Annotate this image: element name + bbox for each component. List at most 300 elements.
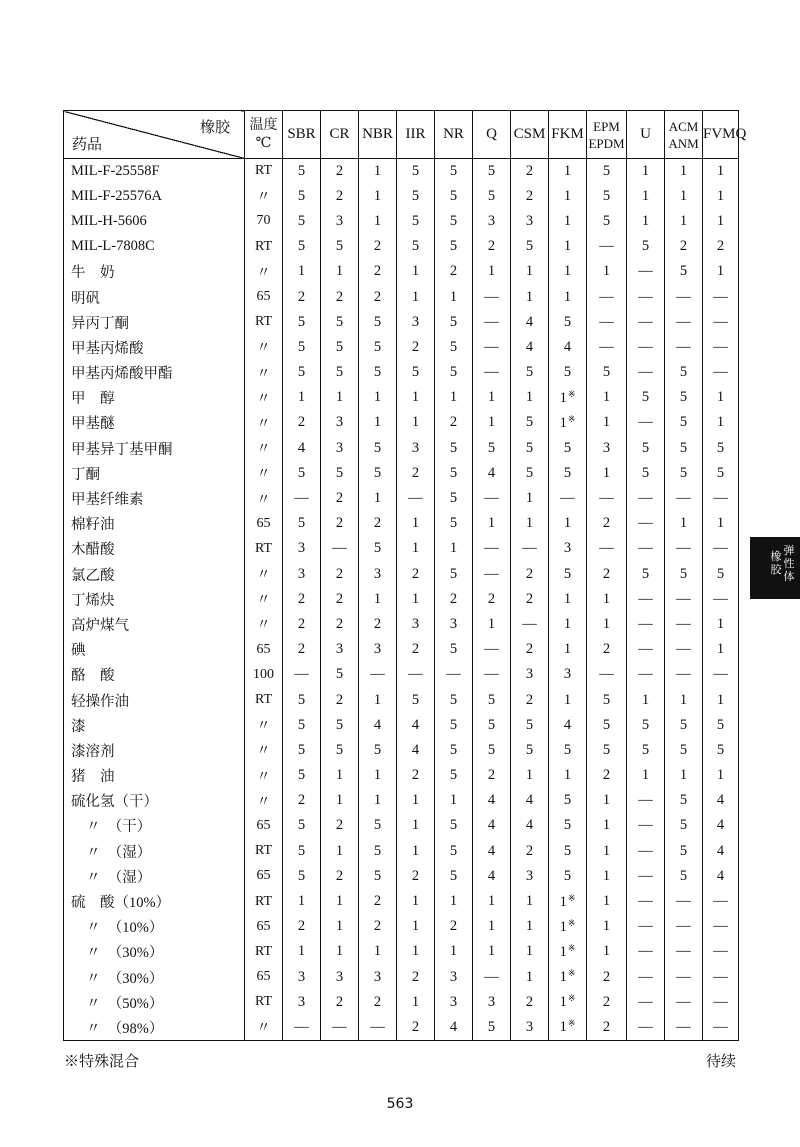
rating-cell: — — [627, 788, 665, 813]
chemical-name: 氯乙酸 — [64, 562, 245, 587]
rating-cell: — — [627, 259, 665, 284]
special-compound-mark: ※ — [567, 993, 576, 1004]
rating-cell: 1 — [473, 385, 511, 410]
rating-cell: 1 — [283, 939, 321, 964]
rating-cell: 2 — [587, 511, 627, 536]
table-row — [64, 914, 739, 939]
temperature-cell: 〃 — [245, 713, 283, 738]
rubber-header-1 — [321, 111, 359, 159]
rating-cell: — — [665, 612, 703, 637]
temperature-cell: 65 — [245, 813, 283, 838]
rating-cell: 2 — [359, 914, 397, 939]
rating-cell: 2 — [283, 410, 321, 435]
rating-cell: 2 — [587, 1015, 627, 1040]
rating-cell: 1 — [359, 763, 397, 788]
rating-cell: 5 — [473, 159, 511, 184]
chemical-name: 轻操作油 — [64, 687, 245, 712]
special-compound-mark: ※ — [567, 413, 576, 424]
rating-cell: 5 — [359, 813, 397, 838]
rubber-code: CR — [329, 126, 350, 142]
rating-cell: 2 — [397, 461, 435, 486]
rubber-code: NR — [443, 126, 464, 142]
rating-cell: 5 — [549, 562, 587, 587]
rating-cell: 1※ — [549, 965, 587, 990]
rating-cell: 1 — [321, 385, 359, 410]
table-row — [64, 839, 739, 864]
rating-cell: — — [283, 662, 321, 687]
temperature-cell: RT — [245, 939, 283, 964]
rating-cell: 1 — [587, 813, 627, 838]
rubber-code: Q — [486, 126, 497, 142]
rating-cell: 5 — [435, 738, 473, 763]
table-row — [64, 1015, 739, 1040]
temperature-cell: 〃 — [245, 184, 283, 209]
rating-cell: 1 — [549, 511, 587, 536]
chemical-name: 明矾 — [64, 284, 245, 309]
temperature-cell: 〃 — [245, 259, 283, 284]
rating-cell: 5 — [473, 738, 511, 763]
rating-cell: 4 — [473, 813, 511, 838]
rating-cell: — — [665, 486, 703, 511]
rating-cell: 2 — [321, 159, 359, 184]
chemical-name: 〃 （30%） — [64, 965, 245, 990]
rating-cell: 1 — [359, 788, 397, 813]
temperature-cell: 〃 — [245, 486, 283, 511]
table-row — [64, 234, 739, 259]
rating-cell: 5 — [283, 738, 321, 763]
chemical-name: 碘 — [64, 637, 245, 662]
rating-cell: — — [665, 914, 703, 939]
rating-cell: 2 — [665, 234, 703, 259]
rating-cell: 3 — [321, 410, 359, 435]
rating-cell: 5 — [549, 436, 587, 461]
rating-cell: 5 — [435, 637, 473, 662]
rating-cell: 5 — [665, 360, 703, 385]
rating-cell: 2 — [511, 562, 549, 587]
rating-cell: — — [627, 813, 665, 838]
rating-cell: 2 — [473, 763, 511, 788]
rubber-code: CSM — [513, 126, 546, 142]
rating-cell: 1 — [321, 839, 359, 864]
rating-cell: 5 — [587, 687, 627, 712]
rating-cell: — — [627, 511, 665, 536]
rating-cell: 1 — [549, 234, 587, 259]
rating-cell: — — [397, 662, 435, 687]
rating-cell: 5 — [665, 410, 703, 435]
rating-cell: — — [665, 662, 703, 687]
rating-cell: — — [627, 889, 665, 914]
temperature-cell: RT — [245, 889, 283, 914]
rating-cell: 2 — [321, 687, 359, 712]
rating-cell: — — [473, 965, 511, 990]
rating-cell: — — [627, 410, 665, 435]
rating-cell: 5 — [587, 184, 627, 209]
chemical-name: 甲基丙烯酸甲酯 — [64, 360, 245, 385]
rating-cell: 5 — [359, 310, 397, 335]
rating-cell: 1 — [397, 284, 435, 309]
rating-cell: 5 — [627, 713, 665, 738]
rating-cell: 5 — [665, 864, 703, 889]
temperature-cell: 〃 — [245, 461, 283, 486]
rating-cell: — — [587, 234, 627, 259]
rating-cell: 3 — [511, 1015, 549, 1040]
rating-cell: 5 — [283, 511, 321, 536]
chemical-name: 丁酮 — [64, 461, 245, 486]
rating-cell: 2 — [359, 511, 397, 536]
rating-cell: 5 — [283, 813, 321, 838]
rating-cell: 1 — [627, 159, 665, 184]
rating-cell: — — [627, 990, 665, 1015]
rating-cell: 1 — [435, 788, 473, 813]
rating-cell: 5 — [321, 662, 359, 687]
temperature-cell: 65 — [245, 637, 283, 662]
rating-cell: 4 — [511, 335, 549, 360]
rating-cell: 5 — [397, 234, 435, 259]
rating-cell: — — [627, 335, 665, 360]
rating-cell: 2 — [435, 914, 473, 939]
table-row — [64, 335, 739, 360]
rating-cell: 3 — [435, 990, 473, 1015]
rating-cell: 1 — [587, 612, 627, 637]
rating-cell: 1 — [587, 461, 627, 486]
temperature-cell: 65 — [245, 914, 283, 939]
special-compound-mark: ※ — [567, 388, 576, 399]
chemical-name: 硫化氢（干） — [64, 788, 245, 813]
rating-cell: 2 — [359, 284, 397, 309]
section-side-tab — [750, 537, 800, 599]
rating-cell: — — [627, 965, 665, 990]
special-compound-mark: ※ — [567, 917, 576, 928]
rating-cell: 1 — [321, 889, 359, 914]
temperature-cell: 〃 — [245, 1015, 283, 1040]
rating-cell: 5 — [321, 360, 359, 385]
table-row — [64, 713, 739, 738]
special-compound-mark: ※ — [567, 1018, 576, 1029]
chemical-name: 异丙丁酮 — [64, 310, 245, 335]
rating-cell: 1 — [587, 259, 627, 284]
table-row — [64, 385, 739, 410]
rating-cell: 1 — [627, 687, 665, 712]
rating-cell: 1 — [665, 159, 703, 184]
rating-cell: 1 — [359, 587, 397, 612]
rating-cell: 2 — [511, 587, 549, 612]
rating-cell: 5 — [283, 763, 321, 788]
table-row — [64, 184, 739, 209]
rating-cell: 5 — [703, 738, 739, 763]
rating-cell: 1 — [703, 209, 739, 234]
rating-cell: 1 — [703, 410, 739, 435]
rating-cell: — — [703, 486, 739, 511]
rating-cell: 3 — [435, 965, 473, 990]
rating-cell: 4 — [511, 310, 549, 335]
rating-cell: 1 — [665, 184, 703, 209]
rating-cell: 2 — [397, 965, 435, 990]
rating-cell: — — [665, 1015, 703, 1040]
rating-cell: — — [627, 637, 665, 662]
rating-cell: 1 — [435, 284, 473, 309]
rating-cell: 1 — [665, 687, 703, 712]
rating-cell: 1 — [511, 259, 549, 284]
rating-cell: 5 — [473, 436, 511, 461]
rating-cell: — — [587, 536, 627, 561]
rating-cell: 4 — [473, 788, 511, 813]
header-corner-cell — [64, 111, 245, 159]
table-row — [64, 864, 739, 889]
rating-cell: 1 — [321, 763, 359, 788]
rating-cell: — — [283, 1015, 321, 1040]
rating-cell: 1 — [473, 939, 511, 964]
rating-cell: 4 — [359, 713, 397, 738]
rating-cell: 4 — [473, 839, 511, 864]
rating-cell: 2 — [397, 562, 435, 587]
rating-cell: 1 — [397, 410, 435, 435]
rating-cell: 2 — [703, 234, 739, 259]
rating-cell: 5 — [283, 687, 321, 712]
rating-cell: 5 — [703, 461, 739, 486]
rating-cell: 1 — [587, 788, 627, 813]
rating-cell: 4 — [703, 864, 739, 889]
rating-cell: 5 — [397, 360, 435, 385]
table-row — [64, 209, 739, 234]
rating-cell: 2 — [511, 990, 549, 1015]
rating-cell: 1 — [703, 385, 739, 410]
rating-cell: 1 — [549, 587, 587, 612]
rubber-header-3 — [397, 111, 435, 159]
temperature-cell: 70 — [245, 209, 283, 234]
table-row — [64, 939, 739, 964]
rating-cell: 5 — [587, 360, 627, 385]
rating-cell: 1 — [435, 889, 473, 914]
footnote: ※特殊混合 — [64, 1052, 140, 1070]
rating-cell: 1 — [549, 209, 587, 234]
rating-cell: — — [587, 284, 627, 309]
rating-cell: 5 — [665, 259, 703, 284]
table-row — [64, 284, 739, 309]
rating-cell: 5 — [283, 209, 321, 234]
rubber-code: ACM — [668, 118, 699, 134]
rating-cell: — — [473, 637, 511, 662]
rating-cell: — — [665, 310, 703, 335]
rating-cell: 2 — [321, 486, 359, 511]
rating-cell: 5 — [665, 385, 703, 410]
rating-cell: 5 — [283, 234, 321, 259]
rating-cell: — — [397, 486, 435, 511]
chemical-name: MIL-L-7808C — [64, 234, 245, 259]
rating-cell: 5 — [435, 360, 473, 385]
rating-cell: 3 — [283, 562, 321, 587]
rating-cell: 2 — [435, 410, 473, 435]
rating-cell: — — [627, 662, 665, 687]
rating-cell: 5 — [511, 738, 549, 763]
rating-cell: 5 — [283, 310, 321, 335]
rating-cell: — — [665, 637, 703, 662]
rating-cell: 5 — [435, 310, 473, 335]
rating-cell: 1※ — [549, 410, 587, 435]
table-row — [64, 536, 739, 561]
rating-cell: — — [627, 587, 665, 612]
rating-cell: 1 — [511, 511, 549, 536]
rating-cell: 2 — [587, 990, 627, 1015]
rating-cell: — — [627, 284, 665, 309]
rating-cell: — — [473, 360, 511, 385]
rating-cell: 5 — [359, 461, 397, 486]
side-tab-label-rubber: 橡胶 — [770, 550, 782, 576]
rating-cell: 1 — [511, 889, 549, 914]
rating-cell: 2 — [511, 687, 549, 712]
rating-cell: 3 — [283, 990, 321, 1015]
rating-cell: — — [473, 335, 511, 360]
rating-cell: 1 — [397, 536, 435, 561]
rating-cell: 5 — [511, 410, 549, 435]
table-row — [64, 461, 739, 486]
rating-cell: 2 — [397, 763, 435, 788]
rating-cell: — — [703, 536, 739, 561]
temperature-cell: RT — [245, 310, 283, 335]
rating-cell: 5 — [627, 436, 665, 461]
rating-cell: 5 — [359, 360, 397, 385]
rubber-header-label: 橡胶 — [199, 120, 230, 136]
rating-cell: 5 — [549, 360, 587, 385]
rating-cell: 1 — [587, 587, 627, 612]
rating-cell: 1 — [359, 687, 397, 712]
rating-cell: 1 — [511, 965, 549, 990]
table-row — [64, 410, 739, 435]
rating-cell: 2 — [511, 184, 549, 209]
rating-cell: 5 — [549, 839, 587, 864]
chemical-name: 硫 酸（10%） — [64, 889, 245, 914]
rating-cell: 4 — [397, 738, 435, 763]
rating-cell: — — [665, 965, 703, 990]
temperature-cell: 65 — [245, 965, 283, 990]
rubber-header-5 — [473, 111, 511, 159]
rating-cell: — — [473, 662, 511, 687]
rating-cell: 3 — [359, 965, 397, 990]
rating-cell: — — [587, 310, 627, 335]
rating-cell: 1 — [359, 410, 397, 435]
rating-cell: — — [587, 486, 627, 511]
rating-cell: — — [627, 486, 665, 511]
temperature-cell: 〃 — [245, 562, 283, 587]
rating-cell: 2 — [283, 612, 321, 637]
rating-cell: — — [511, 612, 549, 637]
rating-cell: 1 — [321, 788, 359, 813]
rating-cell: 1※ — [549, 1015, 587, 1040]
temperature-cell: 〃 — [245, 763, 283, 788]
rating-cell: 1 — [397, 587, 435, 612]
rating-cell: 4 — [549, 335, 587, 360]
chemical-name: 甲基异丁基甲酮 — [64, 436, 245, 461]
special-compound-mark: ※ — [567, 942, 576, 953]
rating-cell: 1 — [435, 536, 473, 561]
rating-cell: 1 — [549, 637, 587, 662]
rating-cell: 5 — [359, 335, 397, 360]
rating-cell: 5 — [283, 360, 321, 385]
rating-cell: — — [665, 990, 703, 1015]
rating-cell: 1 — [397, 511, 435, 536]
rating-cell: — — [283, 486, 321, 511]
rubber-code: FKM — [551, 126, 584, 142]
rating-cell: 3 — [359, 562, 397, 587]
temperature-cell: RT — [245, 159, 283, 184]
table-row — [64, 436, 739, 461]
rating-cell: 5 — [283, 864, 321, 889]
rating-cell: 1 — [665, 763, 703, 788]
table-row — [64, 587, 739, 612]
rating-cell: 3 — [587, 436, 627, 461]
rating-cell: 5 — [321, 335, 359, 360]
rating-cell: 2 — [511, 839, 549, 864]
rating-cell: 1 — [397, 990, 435, 1015]
rating-cell: 1 — [321, 939, 359, 964]
rating-cell: 1 — [511, 486, 549, 511]
rubber-code: SBR — [287, 126, 316, 142]
rating-cell: — — [703, 310, 739, 335]
rubber-code: NBR — [362, 126, 393, 142]
chemical-name: 高炉煤气 — [64, 612, 245, 637]
rubber-header-0 — [283, 111, 321, 159]
temperature-cell: 〃 — [245, 612, 283, 637]
rating-cell: 2 — [283, 914, 321, 939]
rating-cell: 5 — [397, 687, 435, 712]
rating-cell: 5 — [511, 360, 549, 385]
rating-cell: 5 — [665, 562, 703, 587]
rating-cell: 1 — [549, 259, 587, 284]
rating-cell: 1 — [473, 914, 511, 939]
rating-cell: 2 — [359, 259, 397, 284]
rating-cell: 1 — [397, 914, 435, 939]
rating-cell: 1 — [587, 839, 627, 864]
rating-cell: 1 — [283, 889, 321, 914]
chemical-header-label: 药品 — [72, 137, 103, 153]
rating-cell: 5 — [283, 335, 321, 360]
rating-cell: 5 — [397, 159, 435, 184]
rating-cell: 4 — [283, 436, 321, 461]
temperature-cell: RT — [245, 234, 283, 259]
rating-cell: 1 — [549, 184, 587, 209]
rating-cell: 3 — [359, 637, 397, 662]
table-row — [64, 511, 739, 536]
rating-cell: 5 — [283, 184, 321, 209]
rating-cell: 5 — [321, 461, 359, 486]
side-tab-label-elastomer: 弹性体 — [783, 544, 795, 583]
rating-cell: 5 — [627, 385, 665, 410]
rating-cell: 2 — [321, 990, 359, 1015]
temperature-cell: RT — [245, 687, 283, 712]
table-row — [64, 990, 739, 1015]
rating-cell: — — [473, 310, 511, 335]
rating-cell: 5 — [627, 461, 665, 486]
rating-cell: 3 — [283, 965, 321, 990]
rating-cell: 2 — [359, 234, 397, 259]
rating-cell: 2 — [359, 612, 397, 637]
table-row — [64, 159, 739, 184]
chemical-name: 〃 （湿） — [64, 839, 245, 864]
rating-cell: 5 — [627, 234, 665, 259]
rating-cell: 1 — [549, 284, 587, 309]
rating-cell: 5 — [665, 436, 703, 461]
rating-cell: 5 — [435, 486, 473, 511]
rating-cell: 5 — [473, 687, 511, 712]
rating-cell: 1 — [473, 889, 511, 914]
rating-cell: 2 — [321, 813, 359, 838]
rating-cell: 1 — [703, 159, 739, 184]
rating-cell: — — [703, 1015, 739, 1040]
rating-cell: 5 — [321, 713, 359, 738]
rating-cell: 1 — [703, 612, 739, 637]
rating-cell: 3 — [549, 662, 587, 687]
temperature-cell: 65 — [245, 511, 283, 536]
rating-cell: — — [587, 335, 627, 360]
